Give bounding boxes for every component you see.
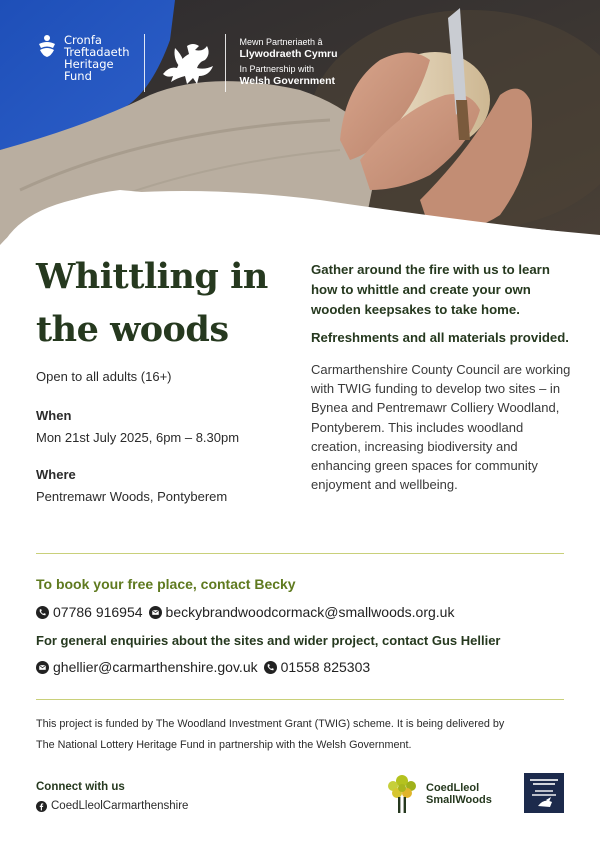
title-line1: Whittling in [36, 256, 268, 297]
funding-statement [36, 714, 566, 756]
partner-logo-line1: CoedLleol [426, 782, 480, 794]
heritage-fund-line3: Heritage [64, 57, 114, 71]
heritage-fund-logo-icon [36, 34, 58, 58]
enquiries-heading: For general enquiries about the sites and wider project, contact Gus Hellier [36, 633, 501, 648]
partner-logo-line2: SmallWoods [426, 794, 492, 806]
coedlleol-smallwoods-logo [384, 773, 492, 815]
funding-line1: This project is funded by The Woodland Investment Grant (TWIG) scheme. It is being delivered by [36, 718, 505, 730]
heritage-fund-line1: Cronfa [64, 33, 102, 47]
project-description: Carmarthenshire County Council are working with TWIG funding to develop two sites – in Bynea and Pentremawr Colliery Woodland, Pontyberem. This includes woodland creation, increasing biodiversity and enhancing green spaces for community enjoyment and wellbeing. [311, 362, 571, 493]
booking-email[interactable]: beckybrandwoodcormack@smallwoods.org.uk [165, 604, 455, 620]
enquiries-contacts [36, 659, 370, 675]
partnership-welsh-intro: Mewn Partneriaeth â [239, 37, 323, 47]
enquiries-phone[interactable]: 01558 825303 [280, 659, 371, 675]
section-divider [36, 699, 564, 700]
booking-heading: To book your free place, contact Becky [36, 576, 296, 592]
social-section [36, 781, 188, 812]
facebook-handle[interactable]: CoedLleolCarmarthenshire [51, 800, 189, 812]
refreshments-text: Refreshments and all materials provided. [311, 330, 569, 345]
email-icon [36, 661, 49, 674]
booking-heading-wrap [36, 576, 296, 592]
logo-divider [225, 34, 226, 92]
booking-contacts [36, 604, 454, 620]
funder-badge-graphic [526, 776, 562, 810]
booking-phone[interactable]: 07786 916954 [53, 604, 143, 620]
section-divider [36, 553, 564, 554]
intro-lead: Gather around the fire with us to learn how to whittle and create your own wooden keepsakes to take home. [311, 262, 550, 317]
when-label: When [36, 408, 72, 423]
connect-heading: Connect with us [36, 781, 125, 793]
phone-icon [36, 606, 49, 619]
facebook-icon [36, 801, 47, 812]
audience-text: Open to all adults (16+) [36, 369, 172, 384]
when-value: Mon 21st July 2025, 6pm – 8.30pm [36, 430, 240, 445]
partnership-english-name: Welsh Government [239, 75, 336, 87]
where-value: Pentremawr Woods, Pontyberem [36, 489, 228, 504]
logo-divider [144, 34, 145, 92]
tree-icon [384, 773, 420, 815]
phone-icon [264, 661, 277, 674]
where-label: Where [36, 467, 76, 482]
page-title [36, 250, 316, 356]
partnership-welsh-name: Llywodraeth Cymru [239, 48, 338, 60]
event-details [36, 368, 306, 505]
partnership-english-intro: In Partnership with [239, 64, 315, 74]
logo-bar [36, 34, 338, 94]
welsh-government-logo [240, 36, 338, 87]
title-line2: the woods [36, 309, 229, 350]
heritage-fund-line2: Treftadaeth [64, 45, 130, 59]
funder-badge [524, 773, 564, 813]
funding-line2: The National Lottery Heritage Fund in partnership with the Welsh Government. [36, 739, 412, 751]
welsh-dragon-icon [159, 36, 217, 88]
enquiries-heading-wrap [36, 633, 501, 648]
heritage-fund-line4: Fund [64, 69, 92, 83]
event-description [311, 260, 573, 494]
email-icon [149, 606, 162, 619]
enquiries-email[interactable]: ghellier@carmarthenshire.gov.uk [53, 659, 258, 675]
heritage-fund-logo [36, 34, 130, 82]
